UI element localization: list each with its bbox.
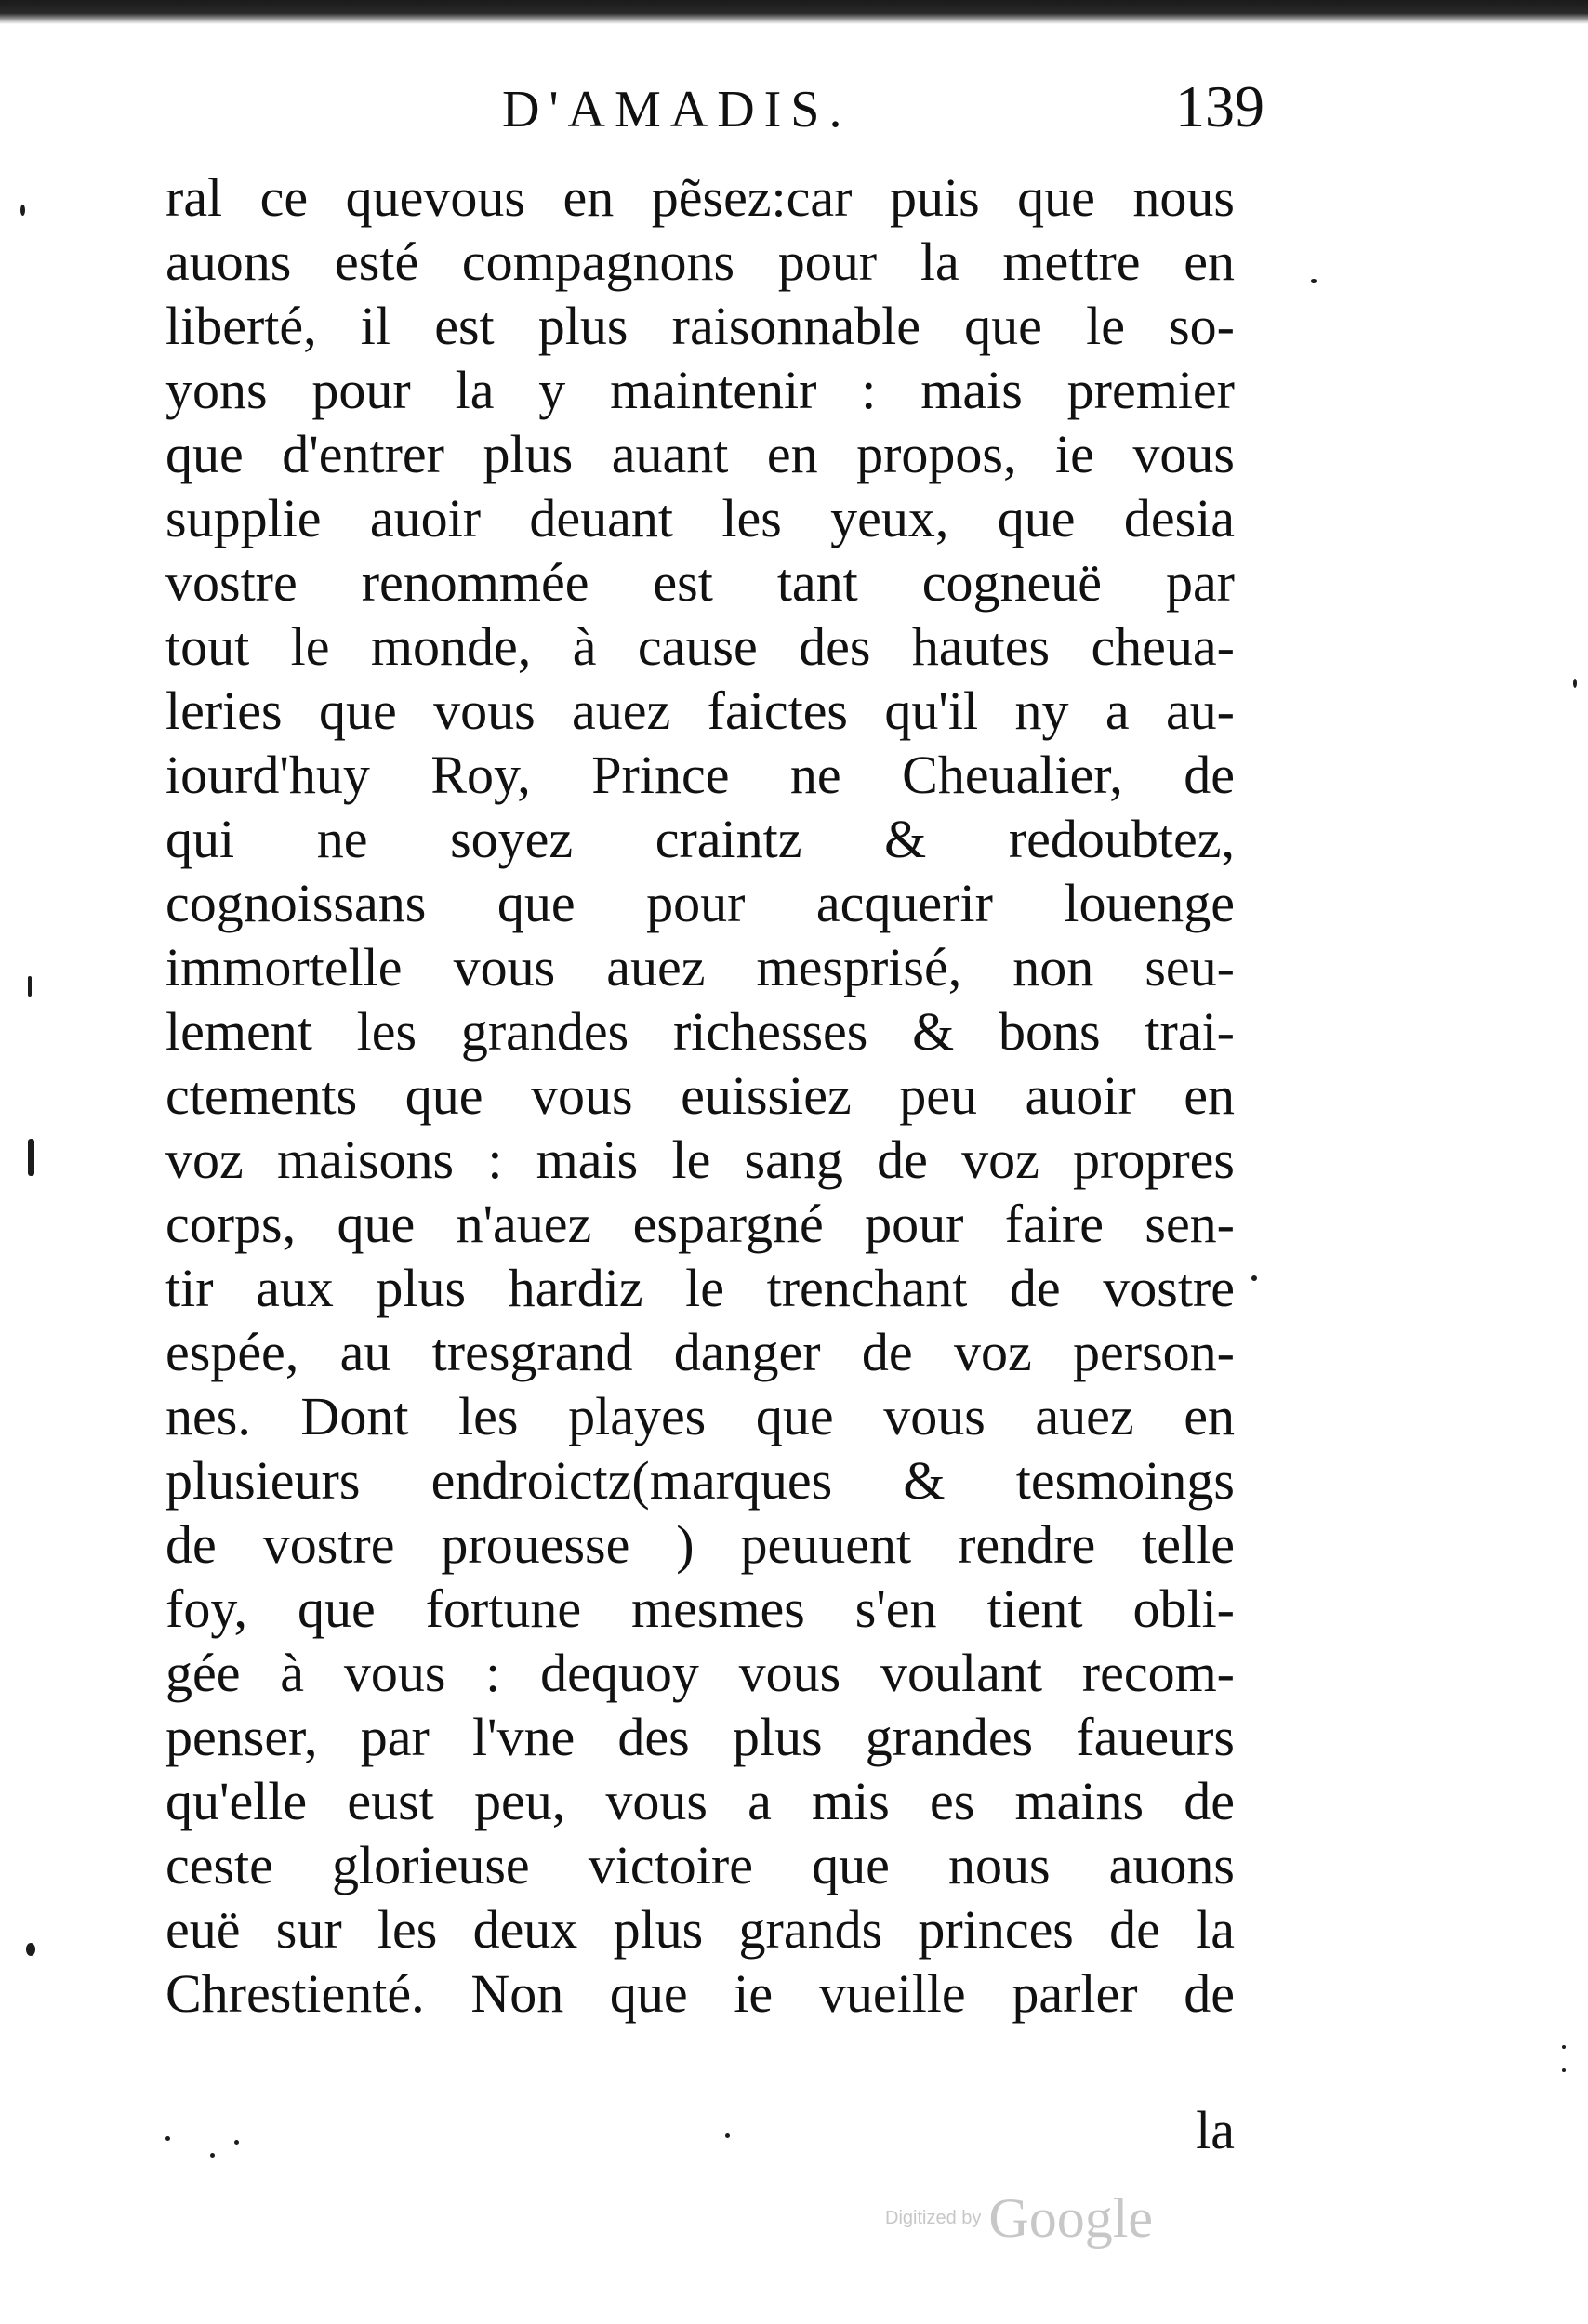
text-line: ceste glorieuse victoire que nous auons xyxy=(165,1835,1235,1895)
text-line: qu'elle eust peu, vous a mis es mains de xyxy=(165,1771,1235,1831)
body-text xyxy=(165,165,1235,2026)
ink-speck xyxy=(1311,279,1317,283)
text-line: immortelle vous auez mesprisé, non seu- xyxy=(165,937,1235,997)
running-title: D'AMADIS. xyxy=(502,81,852,139)
ink-speck xyxy=(1573,679,1577,688)
text-line: leries que vous auez faictes qu'il ny a au- xyxy=(165,680,1235,741)
watermark-label: Digitized by xyxy=(885,2208,982,2228)
text-line: qui ne soyez craintz & redoubtez, xyxy=(165,809,1235,869)
ink-speck xyxy=(28,976,32,997)
page-top-edge-shadow xyxy=(0,0,1588,24)
ink-speck xyxy=(28,1139,34,1176)
text-line: ctements que vous euissiez peu auoir en xyxy=(165,1065,1235,1126)
text-line: cognoissans que pour acquerir louenge xyxy=(165,873,1235,933)
text-line: ral ce quevous en pẽsez:car puis que nous xyxy=(165,167,1235,228)
text-line: vostre renommée est tant cogneuë par xyxy=(165,552,1235,613)
ink-speck xyxy=(20,205,25,216)
ink-speck xyxy=(725,2133,730,2138)
text-line: liberté, il est plus raisonnable que le so- xyxy=(165,296,1235,356)
text-line: auons esté compagnons pour la mettre en xyxy=(165,231,1235,292)
catchword: la xyxy=(1196,2100,1235,2160)
text-line: gée à vous : dequoy vous voulant recom- xyxy=(165,1643,1235,1703)
text-line: iourd'huy Roy, Prince ne Cheualier, de xyxy=(165,745,1235,805)
text-line: espée, au tresgrand danger de voz person- xyxy=(165,1322,1235,1382)
text-line: yons pour la y maintenir : mais premier xyxy=(165,360,1235,420)
digitized-by-google-watermark xyxy=(885,2186,1153,2251)
ink-speck xyxy=(1251,1275,1257,1281)
text-line: tout le monde, à cause des hautes cheua- xyxy=(165,616,1235,677)
text-line: plusieurs endroictz(marques & tesmoings xyxy=(165,1450,1235,1511)
text-line: nes. Dont les playes que vous auez en xyxy=(165,1386,1235,1446)
running-head xyxy=(167,73,1264,156)
text-line: corps, que n'auez espargné pour faire sen- xyxy=(165,1194,1235,1254)
text-line: euë sur les deux plus grands princes de la xyxy=(165,1899,1235,1960)
ink-speck xyxy=(234,2140,239,2145)
text-line: penser, par l'vne des plus grandes faueurs xyxy=(165,1707,1235,1767)
text-line: supplie auoir deuant les yeux, que desia xyxy=(165,488,1235,548)
ink-speck xyxy=(1562,2045,1566,2049)
text-line: lement les grandes richesses & bons trai- xyxy=(165,1001,1235,1062)
page-number: 139 xyxy=(1175,73,1264,139)
ink-speck xyxy=(210,2153,215,2158)
text-line: tir aux plus hardiz le trenchant de vostre xyxy=(165,1258,1235,1318)
ink-speck xyxy=(165,2136,170,2141)
text-line: Chrestienté. Non que ie vueille parler de xyxy=(165,1963,1235,2024)
ink-speck xyxy=(26,1943,35,1956)
ink-speck xyxy=(1562,2068,1566,2072)
text-line: de vostre prouesse ) peuuent rendre telle xyxy=(165,1514,1235,1575)
text-line: que d'entrer plus auant en propos, ie vous xyxy=(165,424,1235,484)
text-line: foy, que fortune mesmes s'en tient obli- xyxy=(165,1578,1235,1639)
text-line: voz maisons : mais le sang de voz propres xyxy=(165,1129,1235,1190)
google-logo: Google xyxy=(988,2187,1154,2249)
